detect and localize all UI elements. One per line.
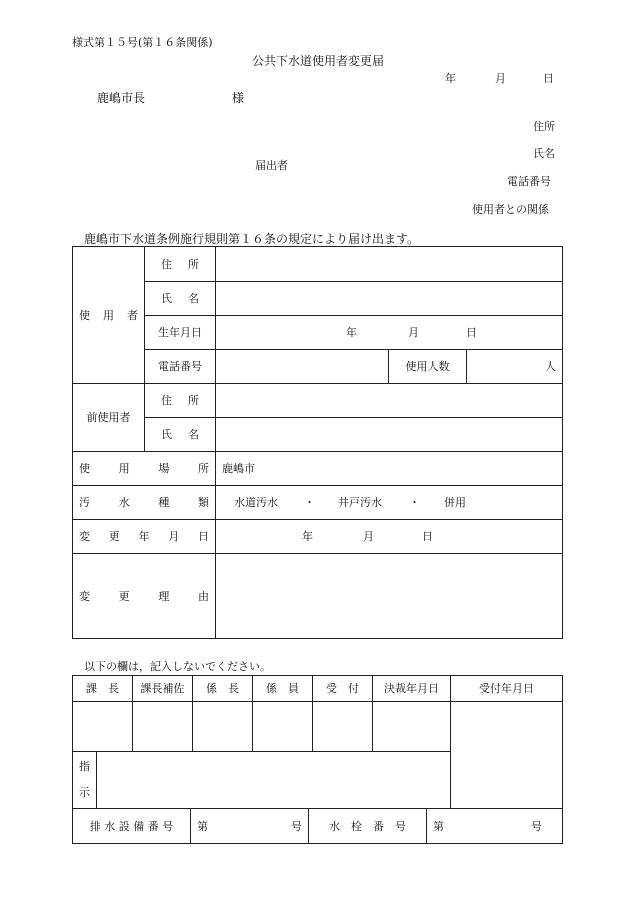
change-date-label: 変 更 年 月 日 [73, 520, 216, 554]
header-subsection-chief: 係 長 [193, 676, 253, 702]
date-day-label: 日 [543, 72, 554, 85]
drain-facility-number-field[interactable]: 第 号 [191, 809, 309, 844]
sewage-type-field[interactable]: 水道汚水 ・ 井戸汚水 ・ 併用 [216, 486, 563, 520]
prev-user-section-label: 前使用者 [73, 384, 145, 452]
applicant-phone-label: 電話番号 [507, 175, 551, 188]
statement: 鹿嶋市下水道条例施行規則第１６条の規定により届け出ます。 [84, 232, 420, 246]
sewage-type-label: 汚 水 種 類 [73, 486, 216, 520]
drain-facility-number-label: 排 水 設 備 番 号 [73, 809, 191, 844]
user-count-field[interactable]: 人 [467, 350, 563, 384]
usage-place-label: 使 用 場 所 [73, 452, 216, 486]
user-count-label: 使用人数 [389, 350, 467, 384]
header-section-chief: 課 長 [73, 676, 133, 702]
instruction-field[interactable] [97, 752, 451, 809]
header-receipt-date: 受付年月日 [451, 676, 563, 702]
addressee: 鹿嶋市長 [97, 91, 146, 105]
stamp-subsection-chief[interactable] [193, 702, 253, 752]
user-address-label: 住 所 [145, 247, 216, 282]
change-reason-label: 変 更 理 由 [73, 554, 216, 639]
form-title: 公共下水道使用者変更届 [252, 54, 385, 68]
user-name-label: 氏 名 [145, 282, 216, 316]
faucet-number-label: 水 栓 番 号 [309, 809, 427, 844]
receipt-date-field[interactable] [451, 702, 563, 809]
user-address-field[interactable] [216, 247, 563, 282]
main-form-table [72, 246, 563, 639]
approval-date-field[interactable] [373, 702, 451, 752]
applicant-address-label: 住所 [533, 120, 555, 133]
office-use-table [72, 675, 563, 809]
header-reception: 受 付 [313, 676, 373, 702]
change-date-field[interactable]: 年 月 日 [216, 520, 563, 554]
applicant-relation-label: 使用者との関係 [472, 203, 549, 216]
office-use-note: 以下の欄は，記入しないでください。 [84, 660, 271, 673]
prev-user-address-label: 住 所 [145, 384, 216, 418]
header-deputy-chief: 課長補佐 [133, 676, 193, 702]
honorific: 様 [232, 91, 245, 105]
usage-place-field[interactable]: 鹿嶋市 [216, 452, 563, 486]
form-number: 様式第１５号(第１６条関係) [72, 36, 213, 49]
prev-user-name-label: 氏 名 [145, 418, 216, 452]
applicant-name-label: 氏名 [533, 147, 555, 160]
stamp-section-chief[interactable] [73, 702, 133, 752]
birthdate-label: 生年月日 [145, 316, 216, 350]
faucet-number-field[interactable]: 第 号 [427, 809, 563, 844]
date-month-label: 月 [495, 72, 506, 85]
user-section-label: 使 用 者 [73, 247, 145, 384]
applicant-label: 届出者 [255, 159, 288, 172]
office-number-table [72, 808, 563, 844]
user-phone-field[interactable] [216, 350, 389, 384]
stamp-reception[interactable] [313, 702, 373, 752]
date-year-label: 年 [445, 72, 456, 85]
stamp-deputy-chief[interactable] [133, 702, 193, 752]
instruction-label: 指 示 [73, 752, 97, 809]
stamp-staff[interactable] [253, 702, 313, 752]
prev-user-address-field[interactable] [216, 384, 563, 418]
header-staff: 係 員 [253, 676, 313, 702]
prev-user-name-field[interactable] [216, 418, 563, 452]
birthdate-field[interactable]: 年 月 日 [216, 316, 563, 350]
user-phone-label: 電話番号 [145, 350, 216, 384]
user-name-field[interactable] [216, 282, 563, 316]
header-approval-date: 決裁年月日 [373, 676, 451, 702]
change-reason-field[interactable] [216, 554, 563, 639]
